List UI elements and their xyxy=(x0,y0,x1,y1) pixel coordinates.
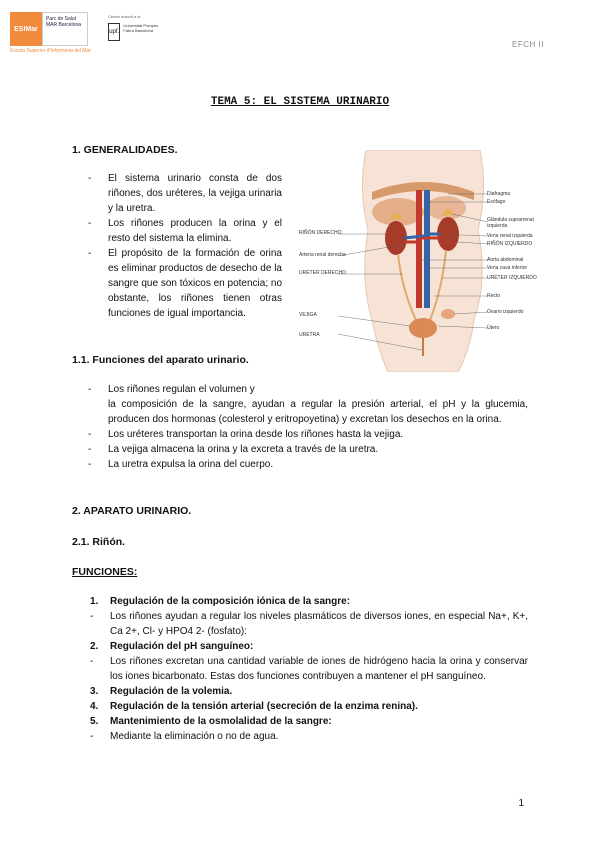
list-item: - El propósito de la formación de orina es eliminar productos de desecho de la sangre que son tóxicos en potencia; no obstante, los riñones tienen otras funciones de igual importancia. xyxy=(88,246,282,321)
function-item xyxy=(90,594,528,639)
list-item-line: Los riñones regulan el volumen y xyxy=(108,384,255,395)
esimar-logo-block: ESIMar xyxy=(10,12,42,46)
funciones-list xyxy=(90,594,528,744)
label-arteria-renal: Arteria renal derecha xyxy=(299,252,346,258)
funciones-heading: FUNCIONES: xyxy=(72,566,138,578)
label-ovario: Ovario izquierdo xyxy=(487,309,524,315)
list-item: - El sistema urinario consta de dos riñones, dos uréteres, la vejiga urinaria y la uretra. xyxy=(88,171,282,216)
label-ureter-derecho: URÉTER DERECHO xyxy=(299,270,346,276)
label-rinon-izquierdo: RIÑÓN IZQUIERDO xyxy=(487,241,533,247)
function-item xyxy=(90,714,528,744)
label-rinon-derecho: RIÑÓN DERECHO xyxy=(299,230,342,236)
label-esofago: Esófago xyxy=(487,199,506,205)
label-vejiga: VEJIGA xyxy=(299,312,317,318)
function-number: 3. xyxy=(90,686,99,697)
list-item: - Los riñones regulan el volumen y la composición de la sangre, ayudan a regular la presión arterial, el pH y la glucemia, producen dos hormonas (colesterol y eritropoyetina) y excretan los desechos en la orina. xyxy=(88,384,528,425)
label-diafragma: Diafragma xyxy=(487,191,511,197)
upf-mark: upf. xyxy=(108,23,120,41)
function-item xyxy=(90,684,528,699)
function-number: 5. xyxy=(90,716,99,727)
upf-logo xyxy=(108,14,166,44)
section-1-1-list xyxy=(88,382,528,472)
function-detail: - Mediante la eliminación o no de agua. xyxy=(90,729,528,744)
list-item: - Los uréteres transportan la orina desde los riñones hasta la vejiga. xyxy=(88,427,528,442)
section-1-1-heading: 1.1. Funciones del aparato urinario. xyxy=(72,354,249,366)
label-aorta: Aorta abdominal xyxy=(487,257,524,263)
label-ureter-izquierdo: URÉTER IZQUIERDO xyxy=(487,275,537,281)
section-1-heading: 1. GENERALIDADES. xyxy=(72,144,178,156)
upf-logo-caption: Centre adscrit a la xyxy=(108,14,141,19)
list-item: - La vejiga almacena la orina y la excreta a través de la uretra. xyxy=(88,442,528,457)
list-item-continued: la composición de la sangre, ayudan a regular la presión arterial, el pH y la glucemia, producen dos hormonas (colesterol y eritropoyetina) y excretan los desechos en la orina. xyxy=(108,399,528,425)
section-2-heading: 2. APARATO URINARIO. xyxy=(72,505,192,517)
function-title: Regulación del pH sanguíneo: xyxy=(110,641,254,652)
label-recto: Recto xyxy=(487,293,501,299)
label-utero: Útero xyxy=(487,325,500,331)
function-number: 4. xyxy=(90,701,99,712)
list-item: - La uretra expulsa la orina del cuerpo. xyxy=(88,457,528,472)
function-item xyxy=(90,699,528,714)
page-title: TEMA 5: EL SISTEMA URINARIO xyxy=(210,96,390,108)
function-number: 1. xyxy=(90,596,99,607)
function-title: Regulación de la volemia. xyxy=(110,686,233,697)
upf-logo-text: Universitat Pompeu Fabra Barcelona xyxy=(123,23,159,33)
function-detail-list xyxy=(90,609,528,639)
label-vena-cava: Vena cava inferior xyxy=(487,265,528,271)
section-2-1-heading: 2.1. Riñón. xyxy=(72,536,126,548)
function-item xyxy=(90,639,528,684)
function-title: Regulación de la composición iónica de la sangre: xyxy=(110,596,351,607)
label-uretra: URETRA xyxy=(299,332,320,338)
function-detail: - Los riñones excretan una cantidad variable de iones de hidrógeno hacia la orina y conservar los iones bicarbonato. Estas dos funciones contribuyen a mantener el pH sanguíneo. xyxy=(90,654,528,684)
parc-salut-mar-logo: Parc de Salut MAR Barcelona xyxy=(42,12,88,46)
label-glandula-suprarrenal: Glándula suprarrenal izquierda xyxy=(487,217,534,229)
function-number: 2. xyxy=(90,641,99,652)
function-title: Regulación de la tensión arterial (secreción de la enzima renina). xyxy=(110,701,418,712)
function-detail-list xyxy=(90,729,528,744)
list-item: - Los riñones producen la orina y el resto del sistema la elimina. xyxy=(88,216,282,246)
function-detail-list xyxy=(90,654,528,684)
function-detail: - Los riñones ayudan a regular los niveles plasmáticos de diversos iones, en especial Na+, K+, Ca 2+, Cl- y HPO4 2- (fosfato): xyxy=(90,609,528,639)
esimar-subtitle: Escola Superior d'Infermeria del Mar xyxy=(10,48,91,54)
page-number: 1 xyxy=(518,798,524,809)
function-title: Mantenimiento de la osmolalidad de la sangre: xyxy=(110,716,332,727)
figure-labels xyxy=(297,150,547,372)
label-vena-renal: Vena renal izquierda xyxy=(487,233,533,239)
esimar-logo xyxy=(10,12,88,46)
course-code: EFCH II xyxy=(512,40,544,49)
section-1-list xyxy=(88,171,282,321)
